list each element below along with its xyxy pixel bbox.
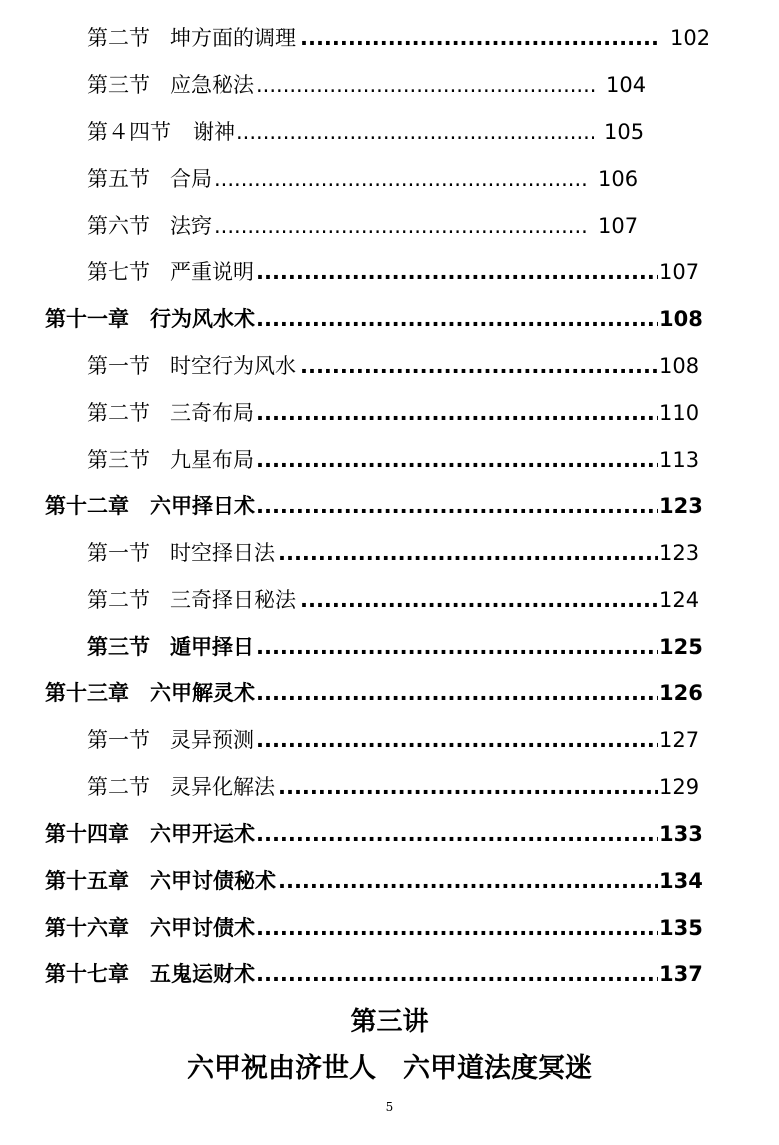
toc-dot-leader xyxy=(256,818,658,850)
toc-entry-title: 五鬼运财术 xyxy=(150,962,255,986)
toc-entry-title: 谢神 xyxy=(193,120,235,144)
toc-dot-leader xyxy=(278,771,658,803)
toc-dot-leader xyxy=(256,631,658,663)
toc-entry[interactable] xyxy=(0,210,779,242)
toc-entry-title: 灵异化解法 xyxy=(170,775,275,799)
toc-page-number: 127 xyxy=(659,728,700,752)
toc-chapter-entry[interactable] xyxy=(0,912,779,944)
toc-page-number: 105 xyxy=(604,120,645,144)
page-number: 5 xyxy=(385,1100,394,1114)
toc-entry-title: 六甲解灵术 xyxy=(150,681,255,705)
toc-entry-title: 六甲开运术 xyxy=(150,822,255,846)
toc-dot-leader xyxy=(236,116,594,148)
toc-dot-leader xyxy=(214,210,588,242)
toc-page-number: 104 xyxy=(606,73,647,97)
toc-page-number: 125 xyxy=(659,635,703,659)
toc-section-number: 第二节 xyxy=(87,26,150,50)
toc-chapter-entry[interactable] xyxy=(0,490,779,522)
toc-entry-title: 合局 xyxy=(170,167,212,191)
toc-page-number: 126 xyxy=(659,681,703,705)
toc-dot-leader xyxy=(256,444,658,476)
toc-dot-leader xyxy=(300,584,658,616)
toc-section-number: 第一节 xyxy=(87,728,150,752)
toc-chapter-number: 第十七章 xyxy=(45,962,129,986)
toc-page-number: 108 xyxy=(659,354,700,378)
toc-entry[interactable] xyxy=(0,771,779,803)
toc-entry-title: 应急秘法 xyxy=(170,73,254,97)
toc-section-number: 第二节 xyxy=(87,401,150,425)
toc-page-number: 124 xyxy=(659,588,700,612)
toc-page-number: 123 xyxy=(659,494,703,518)
toc-entry-title: 三奇布局 xyxy=(170,401,254,425)
toc-page-number: 135 xyxy=(659,916,703,940)
toc-dot-leader xyxy=(278,537,658,569)
toc-section-number: 第三节 xyxy=(87,635,150,659)
lecture-heading: 第三讲 xyxy=(350,1007,429,1037)
lecture-subtitle: 六甲祝由济世人 六甲道法度冥迷 xyxy=(187,1053,592,1084)
toc-section-number: 第五节 xyxy=(87,167,150,191)
toc-chapter-number: 第十五章 xyxy=(45,869,129,893)
toc-page-number: 137 xyxy=(659,962,703,986)
toc-chapter-entry[interactable] xyxy=(0,677,779,709)
toc-entry[interactable] xyxy=(0,22,779,54)
toc-section-number: 第二节 xyxy=(87,775,150,799)
toc-entry-title: 九星布局 xyxy=(170,448,254,472)
toc-page-number: 107 xyxy=(659,260,700,284)
toc-entry-title: 六甲择日术 xyxy=(150,494,255,518)
toc-page-number: 108 xyxy=(659,307,703,331)
toc-page-number: 129 xyxy=(659,775,700,799)
toc-section-number: 第４四节 xyxy=(87,120,171,144)
toc-entry[interactable] xyxy=(0,350,779,382)
toc-dot-leader xyxy=(256,69,596,101)
toc-entry-title: 遁甲择日 xyxy=(170,635,254,659)
toc-entry[interactable] xyxy=(0,116,779,148)
toc-dot-leader xyxy=(256,912,658,944)
toc-section-number: 第七节 xyxy=(87,260,150,284)
toc-chapter-entry[interactable] xyxy=(0,958,779,990)
toc-section-number: 第一节 xyxy=(87,354,150,378)
toc-chapter-entry[interactable] xyxy=(0,865,779,897)
toc-dot-leader xyxy=(256,490,658,522)
toc-entry-title: 灵异预测 xyxy=(170,728,254,752)
toc-page-number: 110 xyxy=(659,401,700,425)
toc-dot-leader xyxy=(256,256,658,288)
toc-page-number: 134 xyxy=(659,869,703,893)
toc-dot-leader xyxy=(214,163,588,195)
toc-section-number: 第三节 xyxy=(87,448,150,472)
toc-page-number: 106 xyxy=(598,167,639,191)
toc-entry[interactable] xyxy=(0,163,779,195)
toc-entry-title: 法窍 xyxy=(170,214,212,238)
toc-section-number: 第三节 xyxy=(87,73,150,97)
toc-entry-title: 时空择日法 xyxy=(170,541,275,565)
toc-chapter-entry[interactable] xyxy=(0,818,779,850)
toc-chapter-number: 第十四章 xyxy=(45,822,129,846)
toc-chapter-number: 第十三章 xyxy=(45,681,129,705)
toc-entry[interactable] xyxy=(0,256,779,288)
toc-dot-leader xyxy=(256,677,658,709)
toc-chapter-number: 第十六章 xyxy=(45,916,129,940)
toc-section-number: 第六节 xyxy=(87,214,150,238)
toc-dot-leader xyxy=(256,397,658,429)
toc-page-number: 133 xyxy=(659,822,703,846)
toc-entry[interactable] xyxy=(0,537,779,569)
toc-entry[interactable] xyxy=(0,631,779,663)
toc-entry[interactable] xyxy=(0,397,779,429)
toc-page-number: 123 xyxy=(659,541,700,565)
toc-chapter-number: 第十二章 xyxy=(45,494,129,518)
toc-page-number: 113 xyxy=(659,448,700,472)
toc-page-number: 107 xyxy=(598,214,639,238)
toc-dot-leader xyxy=(300,22,660,54)
toc-entry[interactable] xyxy=(0,584,779,616)
toc-entry-title: 严重说明 xyxy=(170,260,254,284)
toc-entry-title: 六甲讨债术 xyxy=(150,916,255,940)
toc-section-number: 第一节 xyxy=(87,541,150,565)
toc-entry-title: 时空行为风水 xyxy=(170,354,296,378)
toc-entry[interactable] xyxy=(0,69,779,101)
toc-entry[interactable] xyxy=(0,444,779,476)
toc-entry-title: 坤方面的调理 xyxy=(170,26,296,50)
toc-entry-title: 三奇择日秘法 xyxy=(170,588,296,612)
toc-dot-leader xyxy=(256,724,658,756)
toc-dot-leader xyxy=(300,350,658,382)
toc-entry[interactable] xyxy=(0,724,779,756)
toc-entry-title: 行为风水术 xyxy=(150,307,255,331)
toc-dot-leader xyxy=(256,303,658,335)
toc-entry-title: 六甲讨债秘术 xyxy=(150,869,276,893)
toc-section-number: 第二节 xyxy=(87,588,150,612)
toc-chapter-entry[interactable] xyxy=(0,303,779,335)
toc-chapter-number: 第十一章 xyxy=(45,307,129,331)
toc-page-number: 102 xyxy=(670,26,711,50)
toc-dot-leader xyxy=(278,865,658,897)
toc-dot-leader xyxy=(256,958,658,990)
